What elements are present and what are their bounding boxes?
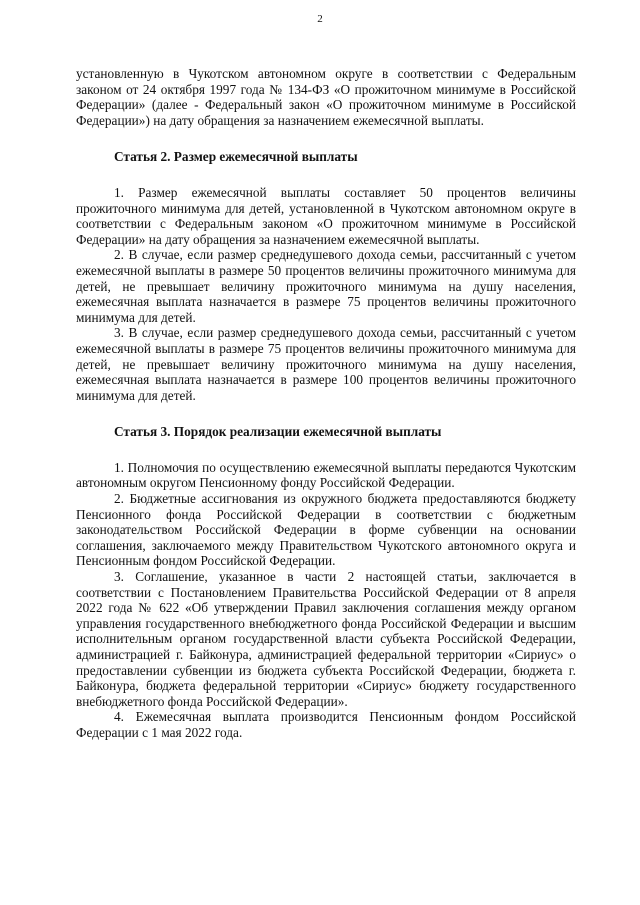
article-3-heading: Статья 3. Порядок реализации ежемесячной выплаты [114,424,442,440]
article-2-paragraph-2: 2. В случае, если размер среднедушевого дохода семьи, рассчитанный с учетом ежемесячной выплаты в размере 50 процентов величины прожиточного минимума для детей, не превышает величину прожиточного минимума на душу населения, ежемесячная выплата назначается в размере 75 процентов величины прожиточного минимума для детей. [76,247,576,325]
article-3-paragraph-2: 2. Бюджетные ассигнования из окружного бюджета предоставляются бюджету Пенсионного фонда Российской Федерации в соответствии с бюджетным законодательством Российской Федерации в форме субвенции на основании соглашения, заключаемого между Правительством Чукотского автономного округа и Пенсионным фондом Российской Федерации. [76,491,576,569]
article-3-paragraph-4: 4. Ежемесячная выплата производится Пенсионным фондом Российской Федерации с 1 мая 2022 года. [76,709,576,740]
article-3-paragraph-3: 3. Соглашение, указанное в части 2 настоящей статьи, заключается в соответствии с Постановлением Правительства Российской Федерации от 8 апреля 2022 года № 622 «Об утверждении Правил заключения соглашения между органом управления государственного внебюджетного фонда Российской Федерации и высшим исполнительным органом государственной власти субъекта Российской Федерации, администрацией г. Байконура, администрацией федеральной территории «Сириус» о предоставлении субвенции из бюджета субъекта Российской Федерации, бюджета г. Байконура, бюджета федеральной территории «Сириус» бюджету государственного внебюджетного фонда Российской Федерации». [76,569,576,709]
article-2-paragraph-3: 3. В случае, если размер среднедушевого дохода семьи, рассчитанный с учетом ежемесячной выплаты в размере 75 процентов величины прожиточного минимума для детей, не превышает величину прожиточного минимума на душу населения, ежемесячная выплата назначается в размере 100 процентов величины прожиточного минимума для детей. [76,325,576,403]
article-2-paragraph-1: 1. Размер ежемесячной выплаты составляет 50 процентов величины прожиточного минимума для детей, установленной в Чукотском автономном округе в соответствии с Федеральным законом «О прожиточном минимуме в Российской Федерации» на дату обращения за назначением ежемесячной выплаты. [76,184,576,247]
article-3-paragraph-1: 1. Полномочия по осуществлению ежемесячной выплаты передаются Чукотским автономным округом Пенсионному фонду Российской Федерации. [76,459,576,491]
page-number: 2 [317,13,323,25]
intro-paragraph: установленную в Чукотском автономном округе в соответствии с Федеральным законом от 24 октября 1997 года № 134-ФЗ «О прожиточном минимуме в Российской Федерации» (далее - Федеральный закон «О прожиточном минимуме в Российской Федерации») на дату обращения за назначением ежемесячной выплаты. [76,66,576,128]
document-body [76,66,576,741]
article-2-heading: Статья 2. Размер ежемесячной выплаты [114,149,358,165]
